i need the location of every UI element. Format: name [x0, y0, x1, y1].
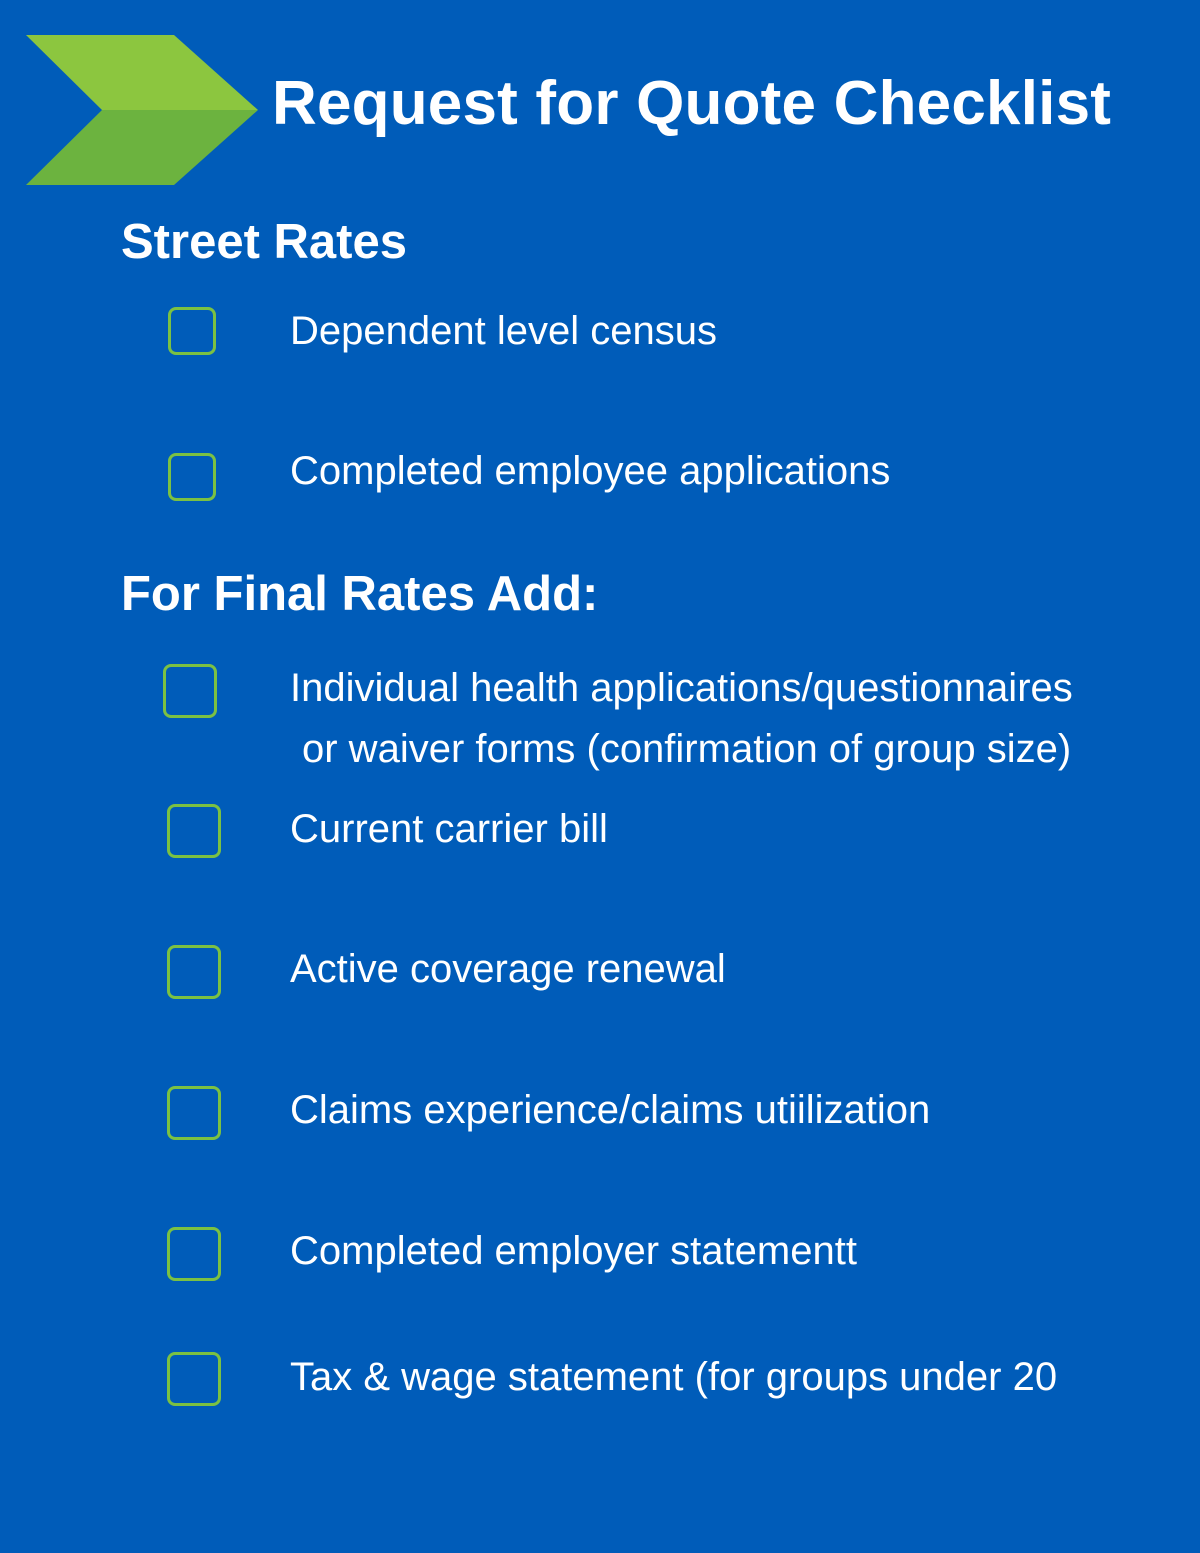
- checkbox-coverage-renewal[interactable]: [167, 945, 221, 999]
- checkbox-employee-applications[interactable]: [168, 453, 216, 501]
- checkbox-employer-statement[interactable]: [167, 1227, 221, 1281]
- checklist-item-label: Tax & wage statement (for groups under 20: [290, 1355, 1058, 1399]
- checkbox-health-applications[interactable]: [163, 664, 217, 718]
- checkbox-carrier-bill[interactable]: [167, 804, 221, 858]
- checklist-item-label: Active coverage renewal: [290, 947, 726, 991]
- section-heading-street-rates: Street Rates: [121, 215, 407, 269]
- checklist-item-label: Dependent level census: [290, 309, 717, 353]
- checklist-item-label: Claims experience/claims utiilization: [290, 1088, 931, 1132]
- checkbox-tax-wage-statement[interactable]: [167, 1352, 221, 1406]
- checkbox-dependent-census[interactable]: [168, 307, 216, 355]
- chevron-right-icon: [26, 35, 258, 185]
- checklist-item-line: or waiver forms (confirmation of group size): [302, 727, 1072, 771]
- checklist-item-label: Completed employee applications: [290, 449, 891, 493]
- checklist-item-line: Individual health applications/questionnaires: [290, 666, 1073, 710]
- checkbox-claims-experience[interactable]: [167, 1086, 221, 1140]
- checklist-item-label: [290, 663, 1073, 774]
- section-heading-final-rates: For Final Rates Add:: [121, 567, 599, 621]
- checklist-item-label: Completed employer statementt: [290, 1229, 857, 1273]
- checklist-item-label: Current carrier bill: [290, 807, 608, 851]
- page-title: Request for Quote Checklist: [272, 69, 1112, 138]
